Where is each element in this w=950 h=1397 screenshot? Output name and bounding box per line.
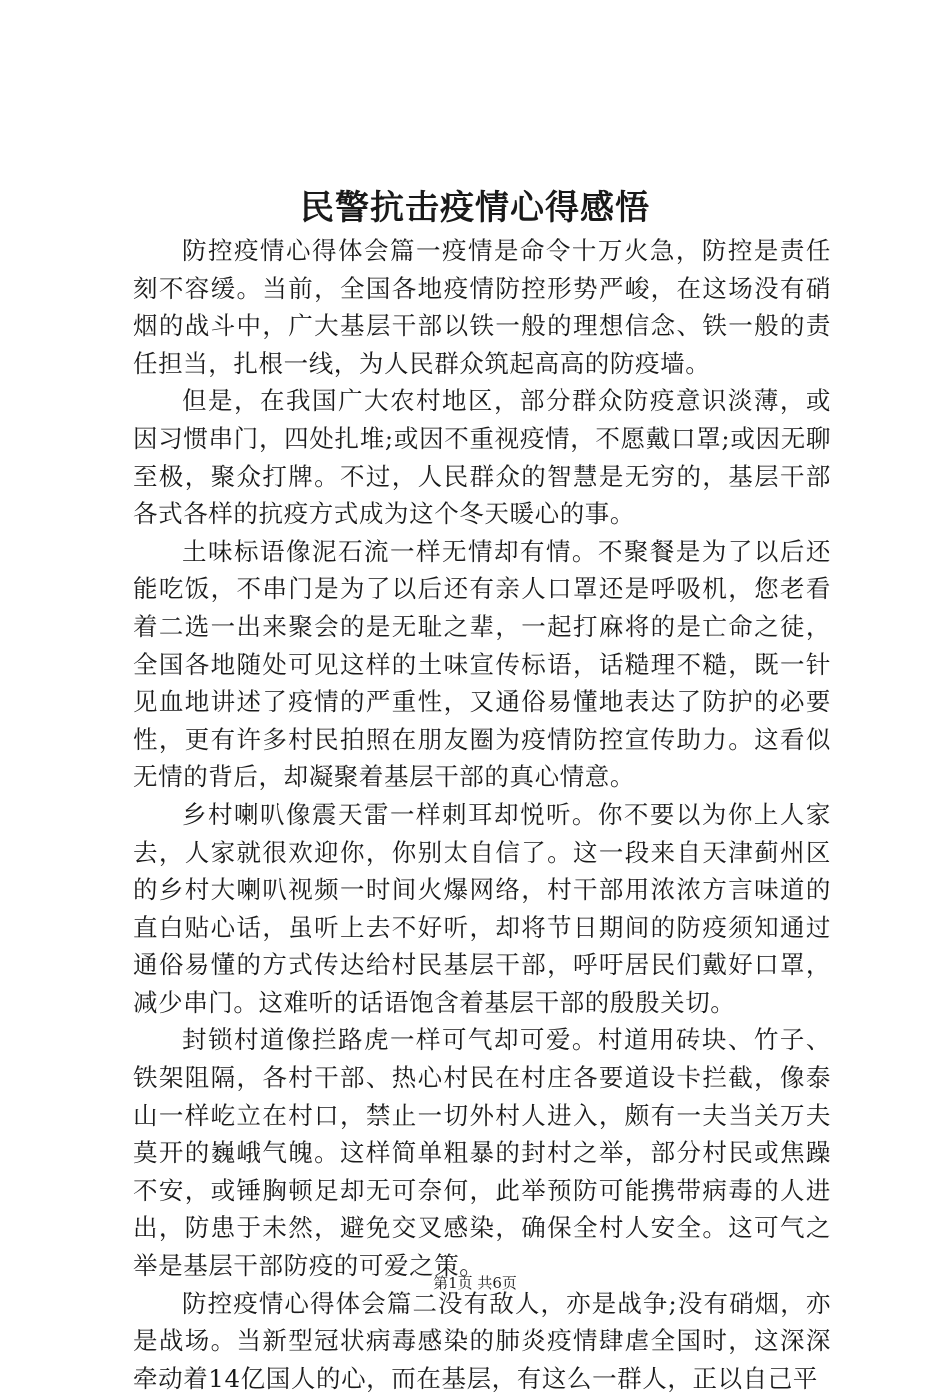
paragraph: 封锁村道像拦路虎一样可气却可爱。村道用砖块、竹子、铁架阻隔，各村干部、热心村民在村庄各要道设卡拦截，像泰山一样屹立在村口，禁止一切外村人进入，颇有一夫当关万夫莫开的巍峨气魄。这样简单粗暴的封村之举，部分村民或焦躁不安，或锤胸顿足却无可奈何，此举预防可能携带病毒的人进出，防患于未然，避免交叉感染，确保全村人安全。这可气之举是基层干部防疫的可爱之策。 <box>133 1025 831 1281</box>
document-title: 民警抗击疫情心得感悟 <box>300 188 650 228</box>
paragraph: 防控疫情心得体会篇二没有敌人，亦是战争;没有硝烟，亦是战场。当新型冠状病毒感染的肺炎疫情肆虐全国时，这深深牵动着14亿国人的心，而在基层，有这么一群人，正以自己平 <box>133 1288 831 1393</box>
paragraph: 防控疫情心得体会篇一疫情是命令十万火急，防控是责任刻不容缓。当前，全国各地疫情防控形势严峻，在这场没有硝烟的战斗中，广大基层干部以铁一般的理想信念、铁一般的责任担当，扎根一线，为人民群众筑起高高的防疫墙。 <box>133 236 831 378</box>
page-footer: 第1页 共6页 <box>433 1274 517 1292</box>
paragraph: 土味标语像泥石流一样无情却有情。不聚餐是为了以后还能吃饭，不串门是为了以后还有亲人口罩还是呼吸机，您老看着二选一出来聚会的是无耻之辈，一起打麻将的是亡命之徒，全国各地随处可见这样的土味宣传标语，话糙理不糙，既一针见血地讲述了疫情的严重性，又通俗易懂地表达了防护的必要性，更有许多村民拍照在朋友圈为疫情防控宣传助力。这看似无情的背后，却凝聚着基层干部的真心情意。 <box>133 536 831 792</box>
document-body <box>133 232 831 1397</box>
paragraph: 但是，在我国广大农村地区，部分群众防疫意识淡薄，或因习惯串门，四处扎堆;或因不重视疫情，不愿戴口罩;或因无聊至极，聚众打牌。不过，人民群众的智慧是无穷的，基层干部各式各样的抗疫方式成为这个冬天暖心的事。 <box>133 386 831 529</box>
paragraph: 乡村喇叭像震天雷一样刺耳却悦听。你不要以为你上人家去，人家就很欢迎你，你别太自信了。这一段来自天津蓟州区的乡村大喇叭视频一时间火爆网络，村干部用浓浓方言味道的直白贴心话，虽听上去不好听，却将节日期间的防疫须知通过通俗易懂的方式传达给村民基层干部，呼吁居民们戴好口罩，减少串门。这难听的话语饱含着基层干部的殷殷关切。 <box>133 799 831 1017</box>
